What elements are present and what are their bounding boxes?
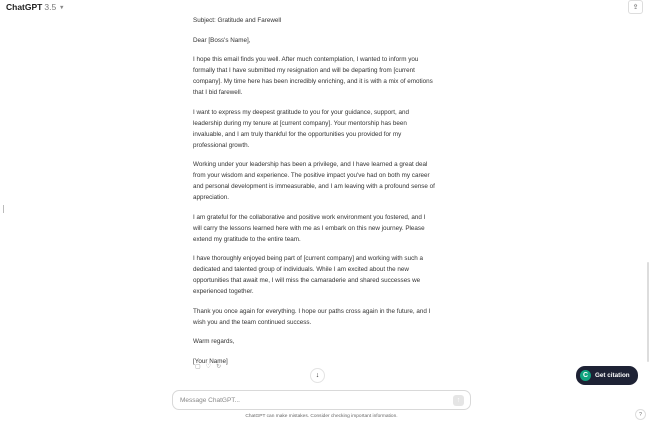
citation-logo-icon: C	[580, 370, 591, 381]
model-version: 3.5	[44, 2, 57, 12]
paragraph-line: I have thoroughly enjoyed being part of [current company] and working with such a	[193, 255, 423, 262]
message-paragraph	[193, 35, 443, 46]
paragraph-line: that I bid farewell.	[193, 89, 243, 96]
message-paragraph	[193, 54, 443, 98]
paragraph-line: extend my gratitude to the entire team.	[193, 235, 301, 243]
chevron-down-icon: ▾	[60, 4, 64, 11]
help-button[interactable]: ?	[635, 409, 646, 420]
scroll-down-button[interactable]	[310, 368, 325, 383]
paragraph-line: invaluable, and I am truly thankful for the opportunities you provided for my	[193, 130, 402, 138]
paragraph-line: I hope this email finds you well. After much contemplation, I wanted to inform you	[193, 56, 419, 63]
paragraph-line: appreciation.	[193, 194, 230, 201]
message-paragraph	[193, 306, 443, 328]
paragraph-line: professional growth.	[193, 141, 250, 149]
disclaimer: ChatGPT can make mistakes. Consider checking important information.	[245, 414, 398, 419]
copy-icon[interactable]: ▢	[195, 364, 201, 370]
paragraph-line: leadership during my tenure at [current company]. Your mentorship has been	[193, 119, 407, 127]
message-paragraph	[193, 107, 443, 151]
paragraph-line: formally that I have submitted my resignation and will be departing from [current	[193, 67, 415, 74]
paragraph-line: Thank you once again for everything. I hope our paths cross again in the future, and I	[193, 307, 431, 315]
assistant-message	[193, 15, 443, 375]
message-paragraph	[193, 159, 443, 203]
message-actions	[195, 363, 221, 370]
arrow-down-icon: ↓	[315, 372, 320, 379]
model-selector[interactable]	[6, 2, 63, 12]
paragraph-line: Warm regards,	[193, 338, 235, 345]
get-citation-button[interactable]	[576, 366, 638, 385]
paragraph-line: company]. My time here has been incredibly enriching, and it is with a mix of emotions	[193, 78, 433, 85]
paragraph-line: Subject: Gratitude and Farewell	[193, 17, 282, 24]
paragraph-line: wish you and the team continued success.	[193, 318, 312, 326]
arrow-up-icon: ↑	[456, 397, 461, 404]
paragraph-line: [Your Name]	[193, 357, 228, 365]
get-citation-label: Get citation	[595, 372, 630, 379]
paragraph-line: dedicated and talented group of individuals. While I am excited about the new	[193, 266, 409, 273]
paragraph-line: experienced together.	[193, 288, 254, 295]
paragraph-line: I am grateful for the collaborative and positive work environment you fostered, and I	[193, 213, 426, 221]
scrollbar[interactable]	[647, 262, 649, 362]
message-paragraph	[193, 15, 443, 26]
paragraph-line: opportunities that await me, I will miss the camaraderie and shared successes we	[193, 277, 421, 284]
sidebar-toggle-handle[interactable]	[3, 205, 4, 213]
message-paragraph	[193, 212, 443, 245]
message-paragraph	[193, 253, 443, 297]
paragraph-line: from your wisdom and experience. The positive impact you've had on both my career	[193, 172, 430, 179]
send-button[interactable]	[453, 395, 464, 406]
share-button[interactable]	[628, 0, 643, 14]
message-paragraph	[193, 336, 443, 347]
paragraph-line: Dear [Boss's Name],	[193, 36, 251, 44]
regenerate-icon[interactable]: ↻	[216, 364, 222, 370]
share-icon: ⇪	[632, 4, 639, 11]
message-placeholder: Message ChatGPT...	[180, 396, 240, 404]
paragraph-line: will carry the lessons learned here with me as I embark on this new journey. Please	[193, 224, 425, 232]
app-name: ChatGPT	[6, 2, 43, 12]
paragraph-line: and personal development is immeasurable, and I am leaving with a profound sense of	[193, 183, 435, 190]
paragraph-line: Working under your leadership has been a privilege, and I have learned a great deal	[193, 161, 428, 168]
thumbs-down-icon[interactable]: ♡	[205, 364, 212, 370]
message-input[interactable]	[172, 390, 471, 410]
message-paragraph	[193, 356, 443, 367]
paragraph-line: I want to express my deepest gratitude to you for your guidance, support, and	[193, 108, 409, 116]
